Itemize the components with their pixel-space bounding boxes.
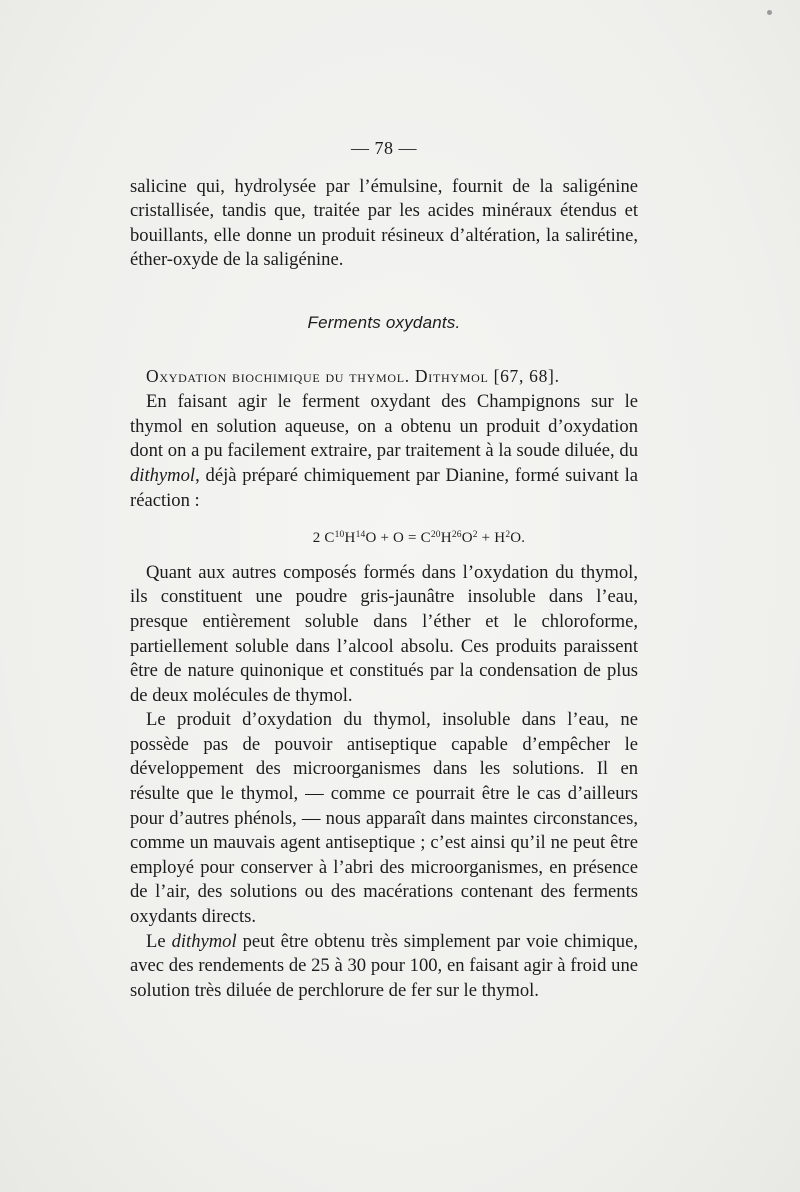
text-block xyxy=(130,136,638,1003)
paragraph-oxidation xyxy=(130,390,638,513)
formula-part: O + O = C xyxy=(365,530,431,547)
paragraph-antiseptic: Le produit d’oxydation du thymol, insoluble dans l’eau, ne possède pas de pouvoir antiseptique capable d’empêcher le développement des microorganismes dans les solutions. Il en résulte que le thymol, — comme ce pourrait être le cas d’ailleurs pour d’autres phénols, — nous apparaît dans maintes circonstances, comme un mauvais agent antiseptique ; c’est ainsi qu’il ne peut être employé pour conserver à l’abri des microorganismes, en présence de l’air, des solutions ou des macérations contenant des ferments oxydants directs. xyxy=(130,709,638,928)
term-dithymol: dithymol xyxy=(130,464,196,486)
formula-sub: 2 xyxy=(472,530,478,541)
page-number: — 78 — xyxy=(351,138,417,158)
section-heading: Ferments oxydants. xyxy=(307,312,461,332)
chemical-formula xyxy=(200,523,638,551)
formula-sub: 10 xyxy=(334,530,345,541)
formula-part: O xyxy=(461,530,473,547)
scan-speck xyxy=(767,10,772,15)
paragraph-oxidation-end: , déjà préparé chimiquement par Dianine, formé suivant la réaction : xyxy=(130,464,638,511)
paragraph-oxidation-start: En faisant agir le ferment oxydant des Champignons sur le thymol en solution aqueuse, on a obtenu un produit d’oxydation dont on a pu facilement extraire, par traitement à la soude diluée, du xyxy=(130,391,638,462)
paragraph-chemical-route xyxy=(130,930,638,1004)
formula-sub: 20 xyxy=(430,530,441,541)
paragraph-chemical-route-start: Le xyxy=(146,930,172,952)
term-dithymol: dithymol xyxy=(171,930,237,952)
subheading-refs: [67, 68]. xyxy=(493,365,560,386)
paragraph-chemical-route-end: peut être obtenu très simplement par voie chimique, avec des rendements de 25 à 30 pour 100, en faisant agir à froid une solution très diluée de perchlorure de fer sur le thymol. xyxy=(130,930,638,1001)
formula-part: 2 C xyxy=(312,530,335,547)
formula-sub: 2 xyxy=(505,530,511,541)
formula-part: O. xyxy=(510,530,526,547)
formula-part: + H xyxy=(477,530,506,547)
paragraph-continuation: salicine qui, hydrolysée par l’émulsine, fournit de la saligénine cristallisée, tandis que, traitée par les acides minéraux étendus et bouillants, elle donne un produit résineux d’altération, la salirétine, éther-oxyde de la saligénine. xyxy=(130,175,638,271)
formula-sub: 26 xyxy=(451,530,462,541)
paragraph-other-compounds: Quant aux autres composés formés dans l’oxydation du thymol, ils constituent une poudre gris-jaunâtre insoluble dans l’eau, presque entièrement soluble dans l’éther et le chloroforme, partiellement soluble dans l’alcool absolu. Ces produits paraissent être de nature quinonique et constitués par la condensation de plus de deux molécules de thymol. xyxy=(130,561,638,706)
formula-part: H xyxy=(344,530,356,547)
formula-sub: 14 xyxy=(355,530,366,541)
subheading xyxy=(130,364,638,389)
subheading-title: Oxydation biochimique du thymol. Dithymol xyxy=(146,365,489,386)
formula-part: H xyxy=(440,530,452,547)
